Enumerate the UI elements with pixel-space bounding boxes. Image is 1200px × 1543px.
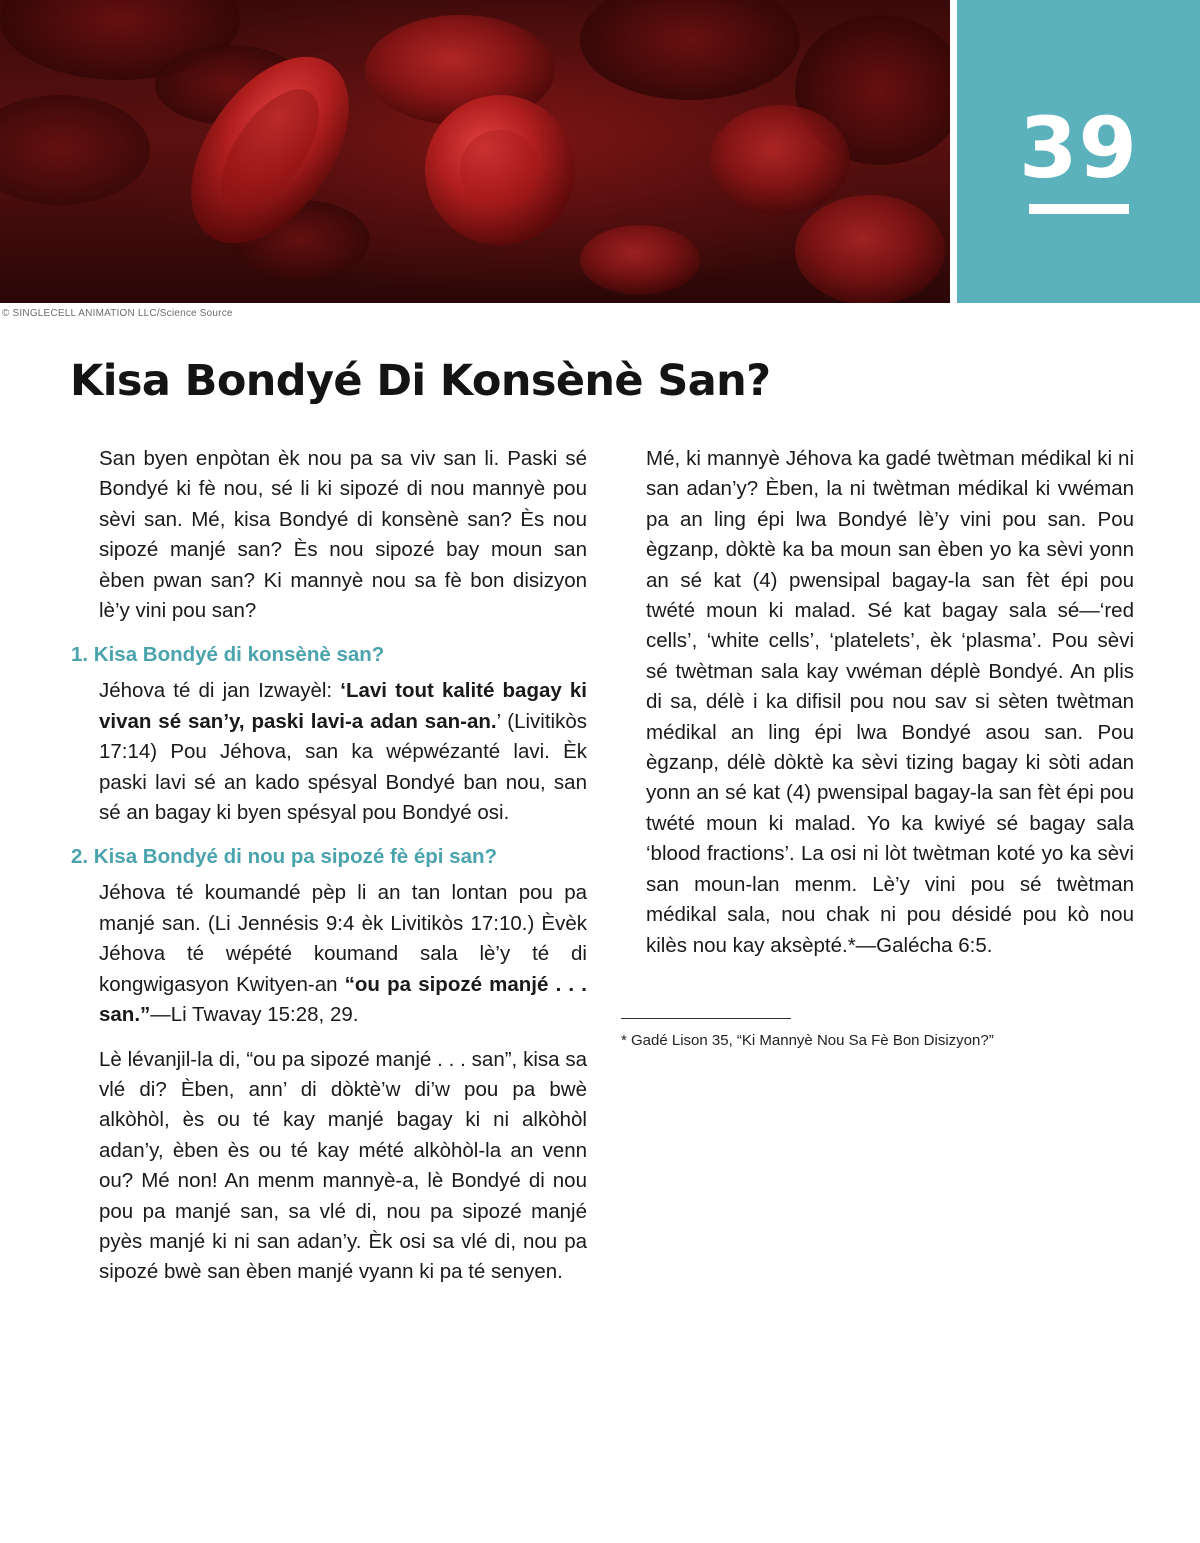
footnote-divider: [621, 1018, 791, 1019]
text-run: Jéhova té koumandé pèp li an tan lontan pou pa manjé san. (Li Jennésis 9:4 èk Livitikòs 17:10.) Èvèk Jéhova té wépété koumand sala lè’y té di kongwigasyon Kwityen-an: [99, 881, 587, 996]
right-paragraph: Mé, ki mannyè Jéhova ka gadé twètman médikal ki ni san adan’y? Èben, la ni twètman médikal ki vwéman pa an ling épi lwa Bondyé lè’y vini pou san. Pou ègzanp, dòktè ka ba moun san èben yo ka sèvi yonn an sé kat (4) pwensipal bagay-la san fèt épi pou twété moun ki malad. Sé kat bagay sala sé—‘red cells’, ‘white cells’, ‘platelets’, èk ‘plasma’. Pou sèvi sé twètman sala kay vwéman déplè Bondyé. An plis di sa, délè i ka difisil pou nou sav si sèten twètman médikal an ling épi lwa Bondyé asou san. Pou ègzanp, délè dòktè ka sèvi tizing bagay ki sòti adan yonn an sé kat (4) pwensipal bagay-la san fèt épi pou twété moun ki malad. Yo ka kwiyé sé bagay sala ‘blood fractions’. La osi ni lòt twètman koté yo ka sèvi san moun-lan menm. Lè’y vini pou sé twètman médikal sala, nou chak ni pou désidé pou kò nou kilès nou kay aksèpté.*—Galécha 6:5.: [646, 447, 1134, 957]
section-2-paragraph-2: Lè lévanjil-la di, “ou pa sipozé manjé . . . san”, kisa sa vlé di? Èben, ann’ di dòktè’w di’w pou pa bwè alkòhòl, ès ou té kay manjé bagay ki ni alkòhòl adan’y, èben ès ou té kay mété alkòhòl-la an venn ou? Mé non! An menm mannyè-a, lè Bondyé di nou pou pa manjé san, sa vlé di, nou pa sipozé manjé pyès manjé ki ni san adan’y. Èk osi sa vlé di, nou pa sipozé bwè san èben manjé vyann ki pa té senyen.: [99, 1047, 587, 1284]
section-2-paragraph-1: [99, 878, 587, 1030]
right-column: [646, 444, 1134, 975]
header-image: [0, 0, 950, 303]
section-1-paragraph: [99, 676, 587, 828]
page-title: Kisa Bondyé Di Konsènè San?: [70, 356, 771, 406]
lesson-number: 39: [1019, 99, 1138, 197]
section-2-heading: 2. Kisa Bondyé di nou pa sipozé fè épi san?: [71, 845, 498, 869]
lesson-number-box: [957, 0, 1200, 303]
lesson-number-underline: [1029, 204, 1129, 214]
scripture-quote: “ou pa sipozé manjé . . . san.”: [99, 972, 587, 1027]
text-run: Jéhova té di jan Izwayèl:: [99, 679, 341, 703]
scripture-quote: ‘Lavi tout kalité bagay ki vivan sé san’y, paski lavi-a adan san-an.: [99, 679, 587, 733]
intro-paragraph: San byen enpòtan èk nou pa sa viv san li. Paski sé Bondyé ki fè nou, sé li ki sipozé di nou mannyè pou sèvi san. Mé, kisa Bondyé di konsènè san? Ès nou sipozé manjé san? Ès nou sipozé bay moun san èben pwan san? Ki mannyè nou sa fè bon disizyon lè’y vini pou san?: [99, 447, 587, 623]
text-run: —Li Twavay 15:28, 29.: [150, 1003, 359, 1027]
footnote: * Gadé Lison 35, “Ki Mannyè Nou Sa Fè Bon Disizyon?”: [621, 1032, 994, 1049]
image-credit: © SINGLECELL ANIMATION LLC/Science Source: [2, 308, 233, 319]
text-run: ’ (Livitikòs 17:14) Pou Jéhova, san ka wépwézanté lavi. Èk paski lavi sé an kado spésyal Bondyé ban nou, san sé an bagay ki byen spésyal pou Bondyé osi.: [99, 709, 587, 825]
left-column: [71, 444, 587, 1302]
section-1-heading: 1. Kisa Bondyé di konsènè san?: [71, 643, 385, 667]
blood-cells-illustration: [0, 0, 950, 303]
